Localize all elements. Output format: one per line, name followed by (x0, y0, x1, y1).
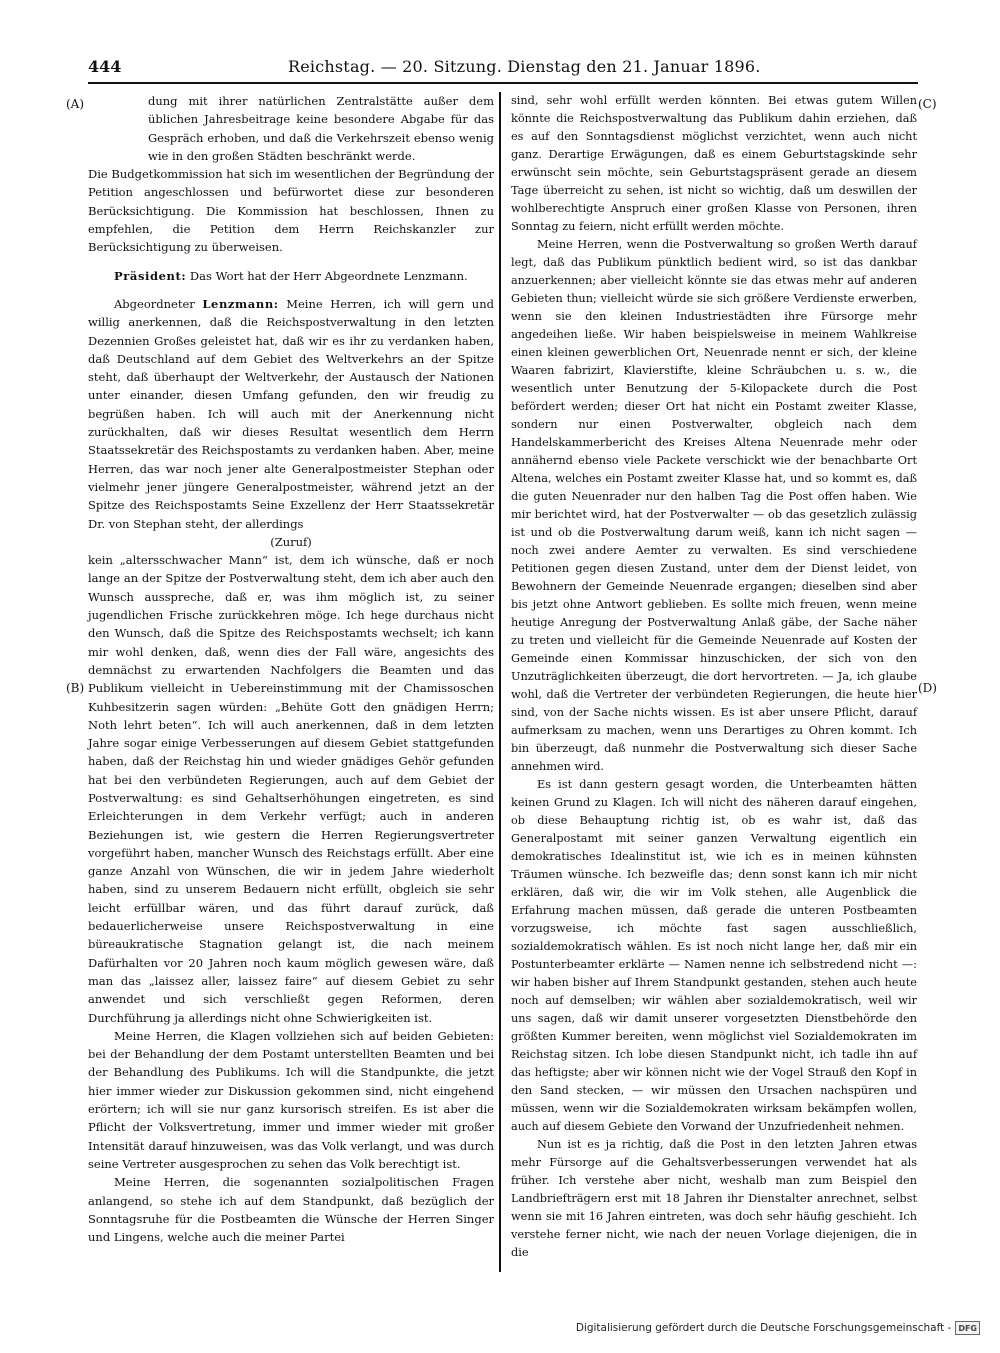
speaker-name: Lenzmann: (202, 296, 279, 311)
footer-text: Digitalisierung gefördert durch die Deutsche Forschungsgemeinschaft - (575, 1322, 952, 1334)
right-column (511, 92, 917, 1262)
left-column (88, 92, 494, 1246)
paragraph (88, 267, 494, 285)
paragraph: Es ist dann gestern gesagt worden, die Unterbeamten hätten keinen Grund zu Klagen. Ich will nicht des näheren darauf eingehen, ob diese Behauptung richtig ist, ob es wahr ist, daß das Generalpostamt mit seiner ganzen Verwaltung eigentlich ein demokratisches Idealinstitut ist, wie ich es in meinen kühnsten Träumen wünsche. Ich bezweifle das; denn sonst kann ich mir nicht erklären, daß wir, die wir im Volk stehen, alle Augenblick die Erfahrung machen müssen, daß gerade die unteren Postbeamten vorzugsweise, ich möchte fast sagen ausschließlich, sozialdemokratisch wählen. Es ist noch nicht lange her, daß mir ein Postunterbeamter erklärte — Namen nenne ich selbstredend nicht —: wir haben bisher auf Ihrem Standpunkt gestanden, stehen auch heute noch auf demselben; wir wählen aber sozialdemokratisch, weil wir uns sagen, daß wir damit unserer vorgesetzten Dienstbehörde den größten Kummer bereiten, wenn möglichst viel Sozialdemokraten im Reichstag sitzen. Ich lobe diesen Standpunkt nicht, ich tadle ihn auf das heftigste; aber wir können nicht wie der Vogel Strauß den Kopf in den Sand stecken, — wir müssen den Ursachen nachspüren und müssen, wenn wir die Sozialdemokraten wirksam bekämpfen wollen, auch auf diesem Gebiete den Vorwand der Unzufriedenheit nehmen. (511, 778, 917, 1133)
running-title: Reichstag. — 20. Sitzung. Dienstag den 21. Januar 1896. (288, 57, 761, 76)
paragraph: dung mit ihrer natürlichen Zentralstätte außer dem üblichen Jahresbeitrage keine besondere Abgabe für das Gespräch erhoben, und daß die Verkehrszeit ebenso wenig wie in den großen Städten beschränkt werde. (148, 94, 494, 163)
paragraph: Meine Herren, die Klagen vollziehen sich auf beiden Gebieten: bei der Behandlung der dem Postamt unterstellten Beamten und bei der Behandlung des Publikums. Ich will die Standpunkte, die jetzt hier immer wieder zur Diskussion gekommen sind, nicht eingehend erörtern; ich will sie nur ganz kursorisch streifen. Es ist aber die Pflicht der Volksvertretung, immer und immer wieder mit großer Intensität darauf hinzuweisen, was das Volk verlangt, und was durch seine Vertreter ausgesprochen zu sehen das Volk berechtigt ist. (88, 1028, 494, 1171)
page-number: 444 (88, 57, 122, 76)
column-divider (499, 92, 501, 1272)
margin-letter-b: (B) (66, 681, 85, 695)
speaker-role: Abgeordneter (114, 296, 203, 311)
paragraph: Nun ist es ja richtig, daß die Post in den letzten Jahren etwas mehr Fürsorge auf die Gehaltsverbesserungen verwendet hat als früher. Ich verstehe aber nicht, weshalb man zum Beispiel den Landbriefträgern erst mit 18 Jahren ihr Dienstalter anrechnet, selbst wenn sie mit 16 Jahren eintreten, was doch sehr häufig geschieht. Ich verstehe ferner nicht, wie nach der neuen Vorlage diejenigen, die in die (511, 1138, 917, 1259)
paragraph: Die Budgetkommission hat sich im wesentlichen der Begründung der Petition angeschlossen und befürwortet diese zur besonderen Berücksichtigung. Die Kommission hat beschlossen, Ihnen zu empfehlen, die Petition dem Herrn Reichskanzler zur Berücksichtigung zu überweisen. (88, 167, 494, 255)
footer-credit (576, 1321, 980, 1335)
dfg-logo-icon: DFG (955, 1321, 980, 1335)
margin-letter-d: (D) (918, 681, 937, 695)
margin-letter-a: (A) (66, 97, 85, 111)
page-header (88, 56, 918, 84)
margin-letter-c: (C) (918, 97, 937, 111)
paragraph: sind, sehr wohl erfüllt werden könnten. Bei etwas gutem Willen könnte die Reichspostverwaltung das Publikum dahin erziehen, daß es auf den Sonntagsdienst möglichst verzichtet, wenn auch nicht ganz. Derartige Erwägungen, daß es einem Geburtstagskinde sehr erwünscht sein möchte, sein Geburtstagspräsent gerade an diesem Tage überreicht zu sehen, ist nicht so wichtig, daß um deswillen der wohlberechtigte Anspruch einer großen Klasse von Personen, ihren Sonntag zu feiern, nicht erfüllt werden möchte. (511, 94, 917, 233)
interjection: (Zuruf) (270, 534, 312, 549)
paragraph: Meine Herren, die sogenannten sozialpolitischen Fragen anlangend, so stehe ich auf dem Standpunkt, daß bezüglich der Sonntagsruhe für die Postbeamten die Wünsche der Herren Singer und Lingens, welche auch die meiner Partei (88, 1175, 494, 1245)
paragraph-text: Das Wort hat der Herr Abgeordnete Lenzmann. (186, 268, 468, 283)
paragraph (88, 295, 494, 533)
paragraph: kein „altersschwacher Mann“ ist, dem ich wünsche, daß er noch lange an der Spitze der Postverwaltung steht, dem ich aber auch den Wunsch ausspreche, daß er, was ihm möglich ist, zu seiner jugendlichen Frische zurückkehren möge. Ich hege durchaus nicht den Wunsch, daß die Spitze des Reichspostamts wechselt; ich kann mir wohl denken, daß, wenn dies der Fall wäre, angesichts des demnächst zu erwartenden Nachfolgers die Beamten und das Publikum vielleicht in Uebereinstimmung mit der Chamissoschen Kuhbesitzerin sagen würden: „Behüte Gott den gnädigen Herrn; Noth lehrt beten“. Ich will auch anerkennen, daß in dem letzten Jahre sogar einige Verbesserungen auf diesem Gebiet stattgefunden haben, daß der Reichstag hin und wieder gnädiges Gehör gefunden hat bei den verbündeten Regierungen, auch auf dem Gebiet der Postverwaltung: es sind Gehaltserhöhungen eingetreten, es sind Erleichterungen in dem Verkehr verfügt; auch in anderen Beziehungen ist, wie gestern die Herren Regierungsvertreter vorgeführt haben, mancher Wunsch des Reichstags erfüllt. Aber eine ganze Anzahl von Wünschen, die wir in jedem Jahre wiederholt haben, sind zu unserem Bedauern nicht erfüllt, obgleich sie sehr leicht erfüllbar wären, und das führt darauf zurück, daß bedauerlicherweise unsere Reichspostverwaltung in eine büreaukratische Stagnation gelangt ist, die nach meinem Dafürhalten vor 20 Jahren noch kaum möglich gewesen wäre, daß man das „laissez aller, laissez faire“ auf diesem Gebiet zu sehr anwendet und sich verschließt gegen Reformen, deren Durchführung ja allerdings nicht ohne Schwierigkeiten ist. (88, 553, 494, 1025)
paragraph-text: Meine Herren, ich will gern und willig anerkennen, daß die Reichspostverwaltung in den letzten Dezennien Großes geleistet hat, daß wir es ihr zu verdanken haben, daß Deutschland auf dem Gebiet des Weltverkehrs an der Spitze steht, daß überhaupt der Weltverkehr, der Austausch der Nationen unter einander, diesen Umfang gefunden, den wir freudig zu begrüßen haben. Ich will auch mit der Anerkennung nicht zurückhalten, daß wir dieses Resultat wesentlich dem Herrn Staatssekretär des Reichspostamts zu verdanken haben. Aber, meine Herren, das war noch jener alte Generalpostmeister Stephan oder vielmehr jener jüngere Generalpostmeister, während jetzt an der Spitze des Reichspostamts Seine Exzellenz der Herr Staatssekretär Dr. von Stephan steht, der allerdings (88, 296, 494, 531)
paragraph: Meine Herren, wenn die Postverwaltung so großen Werth darauf legt, daß das Publikum pünktlich bedient wird, so ist das dankbar anzuerkennen; aber vielleicht könnte sie das etwas mehr auf anderen Gebieten thun; vielleicht würde sie sich größere Verdienste erwerben, wenn sie den kleinen Industriestädten ihre Fürsorge mehr angedeihen ließe. Wir haben beispielsweise in meinem Wahlkreise einen kleinen gewerblichen Ort, Neuenrade nennt er sich, der kleine Waaren fabrizirt, Klavierstifte, kleine Schräubchen u. s. w., die wesentlich unter Benutzung der 5-Kilopackete durch die Post befördert werden; dieser Ort hat nicht ein Postamt zweiter Klasse, sondern nur einen Postverwalter, obgleich nach dem Handelskammerbericht des Kreises Altena Neuenrade mehr oder annähernd ebenso viele Packete verschickt wie der benachbarte Ort Altena, welches ein Postamt zweiter Klasse hat, und so kommt es, daß die guten Neuenrader nur den halben Tag die Post offen haben. Wie mir berichtet wird, hat der Postverwalter — ob das gesetzlich zulässig ist und ob die Postverwaltung darum weiß, kann ich nicht sagen — noch zwei andere Aemter zu verwalten. Es sind verschiedene Petitionen gegen diesen Zustand, unter dem der Dienst leidet, von Bewohnern der Gemeinde Neuenrade ergangen; dieselben sind aber bis jetzt ohne Antwort geblieben. Es sollte mich freuen, wenn meine heutige Anregung der Postverwaltung Anlaß gäbe, der Sache näher zu treten und vielleicht für die Gemeinde Neuenrade auf Kosten der Gemeinde einen Kommissar hinzuschicken, der sich von den Unzuträglichkeiten überzeugt, die dort hervortreten. — Ja, ich glaube wohl, daß die Vertreter der verbündeten Regierungen, die heute hier sind, von der Sache nichts wissen. Es ist aber unsere Pflicht, darauf aufmerksam zu machen, wenn uns Derartiges zu Ohren kommt. Ich bin überzeugt, daß nunmehr die Postverwaltung sich dieser Sache annehmen wird. (511, 238, 917, 773)
speaker-name: Präsident: (114, 268, 187, 283)
